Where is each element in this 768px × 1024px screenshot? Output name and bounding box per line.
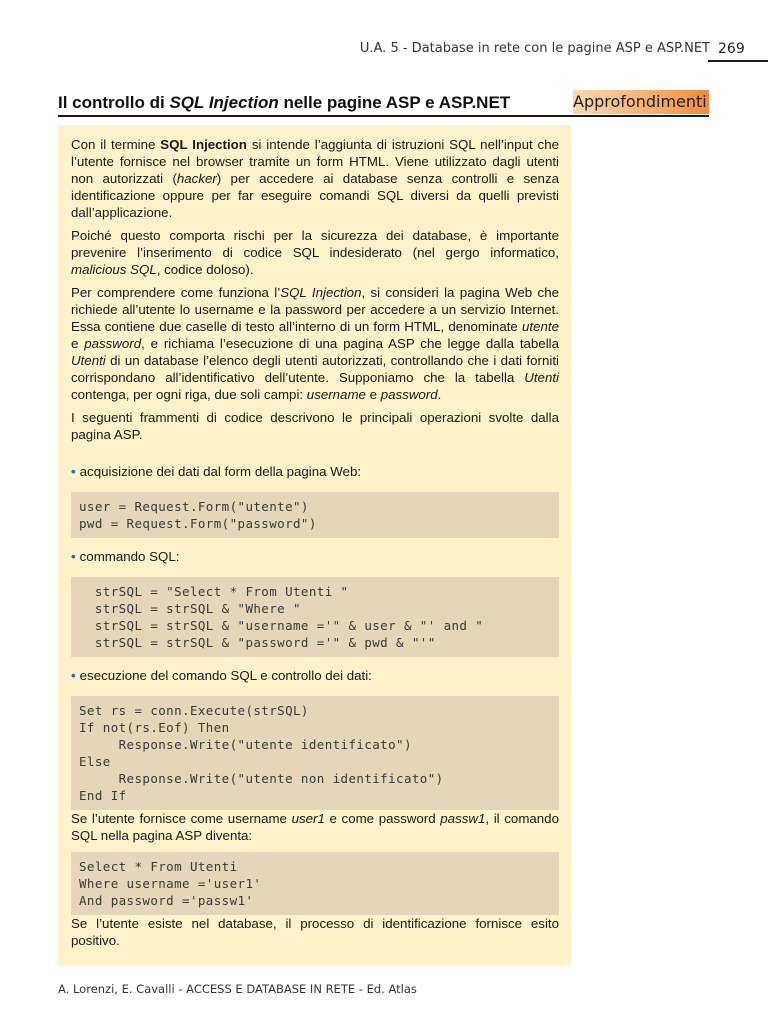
code-block-sql: strSQL = "Select * From Utenti " strSQL = strSQL & "Where " strSQL = strSQL & "username ='" & user & "' and " strSQL = strSQL & "password ='" & pwd & "'" [71, 577, 559, 657]
bullet-dot: • [71, 549, 76, 564]
bullet-dot: • [71, 464, 76, 479]
running-head [0, 38, 768, 66]
paragraph-intro: Con il termine SQL Injection si intende l’aggiunta di istruzioni SQL nell’input che l’utente fornisce nel browser tramite un form HTML. Viene utilizzato dagli utenti non autorizzati (hacker) per accedere ai database senza controlli e senza identificazione oppure per far eseguire comandi SQL diversi da quelli previsti dall’applicazione. [71, 137, 559, 220]
bullet-execution: • esecuzione del comando SQL e controllo dei dati: [71, 668, 372, 683]
section-title-part1: Il controllo di [58, 93, 170, 112]
paragraph-user1: Se l’utente fornisce come username user1 e come password passw1, il comando SQL nella pagina ASP diventa: [71, 811, 559, 843]
paragraph-example: Per comprendere come funziona l’SQL Injection, si consideri la pagina Web che richiede all’utente lo username e la password per accedere a un servizio Internet. Essa contiene due caselle di testo all’interno di un form HTML, denominate utente e password, e richiama l’esecuzione di una pagina ASP che legge dalla tabella Utenti di un database l’elenco degli utenti autorizzati, controllando che i dati forniti corrispondano all’identificativo dell’utente. Supponiamo che la tabella Utenti contenga, per ogni riga, due soli campi: username e password. [71, 285, 559, 402]
section-heading [58, 90, 709, 117]
paragraph-outcome: Se l’utente esiste nel database, il processo di identificazione fornisce esito positivo. [71, 916, 559, 948]
section-title [58, 93, 510, 113]
running-head-title: U.A. 5 - Database in rete con le pagine ASP e ASP.NET [359, 41, 710, 56]
page-footer: A. Lorenzi, E. Cavalli - ACCESS E DATABASE IN RETE - Ed. Atlas [58, 982, 417, 996]
page-number: 269 [718, 41, 745, 57]
section-title-italic: SQL Injection [169, 93, 279, 112]
section-rule [58, 115, 709, 117]
code-block-form: user = Request.Form("utente") pwd = Request.Form("password") [71, 492, 559, 538]
bullet-sql-command: • commando SQL: [71, 549, 180, 564]
code-block-result: Select * From Utenti Where username ='user1' And password ='passw1' [71, 852, 559, 915]
approfondimenti-tag: Approfondimenti [573, 90, 709, 114]
paragraph-risks: Poiché questo comporta rischi per la sicurezza dei database, è importante prevenire l’inserimento di codice SQL indesiderato (nel gergo informatico, malicious SQL, codice doloso). [71, 228, 559, 277]
code-block-execute: Set rs = conn.Execute(strSQL) If not(rs.Eof) Then Response.Write("utente identificato") Else Response.Write("utente non identificato") End If [71, 696, 559, 810]
content-body [71, 136, 559, 955]
paragraph-fragments: I seguenti frammenti di codice descrivono le principali operazioni svolte dalla pagina ASP. [71, 410, 559, 442]
bullet-form-acquisition: • acquisizione dei dati dal form della pagina Web: [71, 464, 362, 479]
section-title-part2: nelle pagine ASP e ASP.NET [278, 93, 511, 112]
term-sql-injection: SQL Injection [160, 137, 247, 152]
page-number-rule [708, 60, 768, 62]
bullet-dot: • [71, 668, 76, 683]
